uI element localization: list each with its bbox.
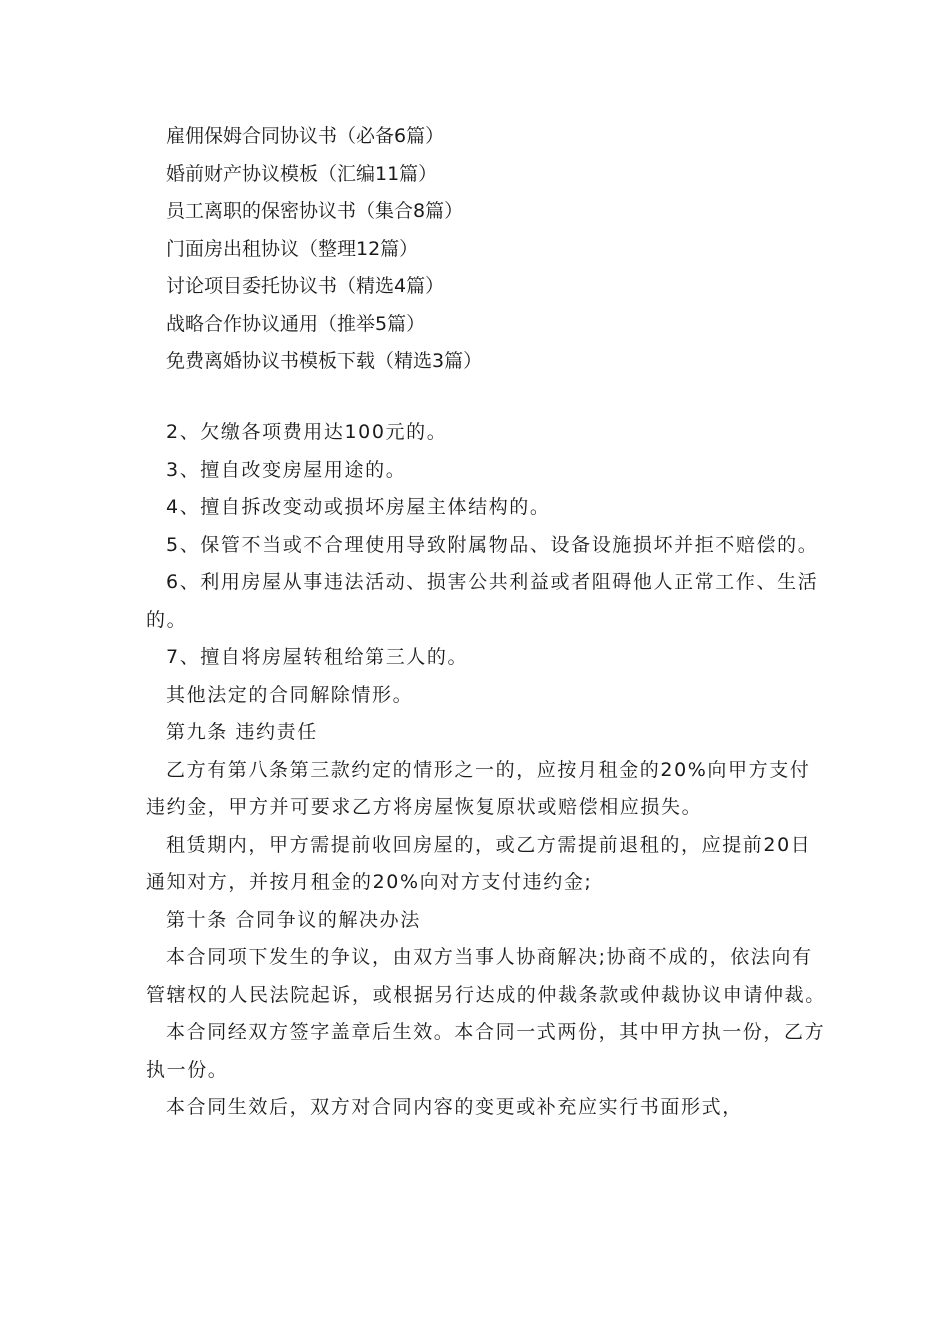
related-articles-list [146,118,836,381]
related-article-link[interactable]: 雇佣保姆合同协议书（必备6篇） [166,125,445,147]
document-body [146,414,826,1127]
related-article-link[interactable]: 战略合作协议通用（推举5篇） [166,312,426,335]
clause-paragraph: 7、擅自将房屋转租给第三人的。 [166,646,469,668]
clause-paragraph: 6、利用房屋从事违法活动、损害公共利益或者阻碍他人正常工作、生活的。 [146,571,819,631]
section-heading: 第九条 违约责任 [166,721,318,743]
clause-paragraph: 租赁期内，甲方需提前收回房屋的，或乙方需提前退租的，应提前20日通知对方，并按月租金的20%向对方支付违约金; [146,833,812,893]
clause-paragraph: 3、擅自改变房屋用途的。 [166,458,407,481]
clause-paragraph: 4、擅自拆改变动或损坏房屋主体结构的。 [166,496,551,518]
related-article-link[interactable]: 讨论项目委托协议书（精选4篇） [166,275,445,297]
clause-paragraph: 5、保管不当或不合理使用导致附属物品、设备设施损坏并拒不赔偿的。 [166,533,819,556]
clause-paragraph: 2、欠缴各项费用达100元的。 [166,421,448,443]
clause-paragraph: 乙方有第八条第三款约定的情形之一的，应按月租金的20%向甲方支付违约金，甲方并可要求乙方将房屋恢复原状或赔偿相应损失。 [146,758,811,818]
section-heading: 第十条 合同争议的解决办法 [166,908,421,931]
related-article-link[interactable]: 员工离职的保密协议书（集合8篇） [166,200,464,222]
clause-paragraph: 本合同生效后，双方对合同内容的变更或补充应实行书面形式， [166,1096,743,1118]
related-article-link[interactable]: 免费离婚协议书模板下载（精选3篇） [166,350,483,372]
related-article-link[interactable]: 门面房出租协议（整理12篇） [166,237,419,260]
clause-paragraph: 其他法定的合同解除情形。 [166,683,414,706]
clause-paragraph: 本合同经双方签字盖章后生效。本合同一式两份，其中甲方执一份，乙方执一份。 [146,1021,826,1081]
related-article-link[interactable]: 婚前财产协议模板（汇编11篇） [166,162,438,185]
clause-paragraph: 本合同项下发生的争议，由双方当事人协商解决;协商不成的，依法向有管辖权的人民法院起诉，或根据另行达成的仲裁条款或仲裁协议申请仲裁。 [146,946,826,1006]
